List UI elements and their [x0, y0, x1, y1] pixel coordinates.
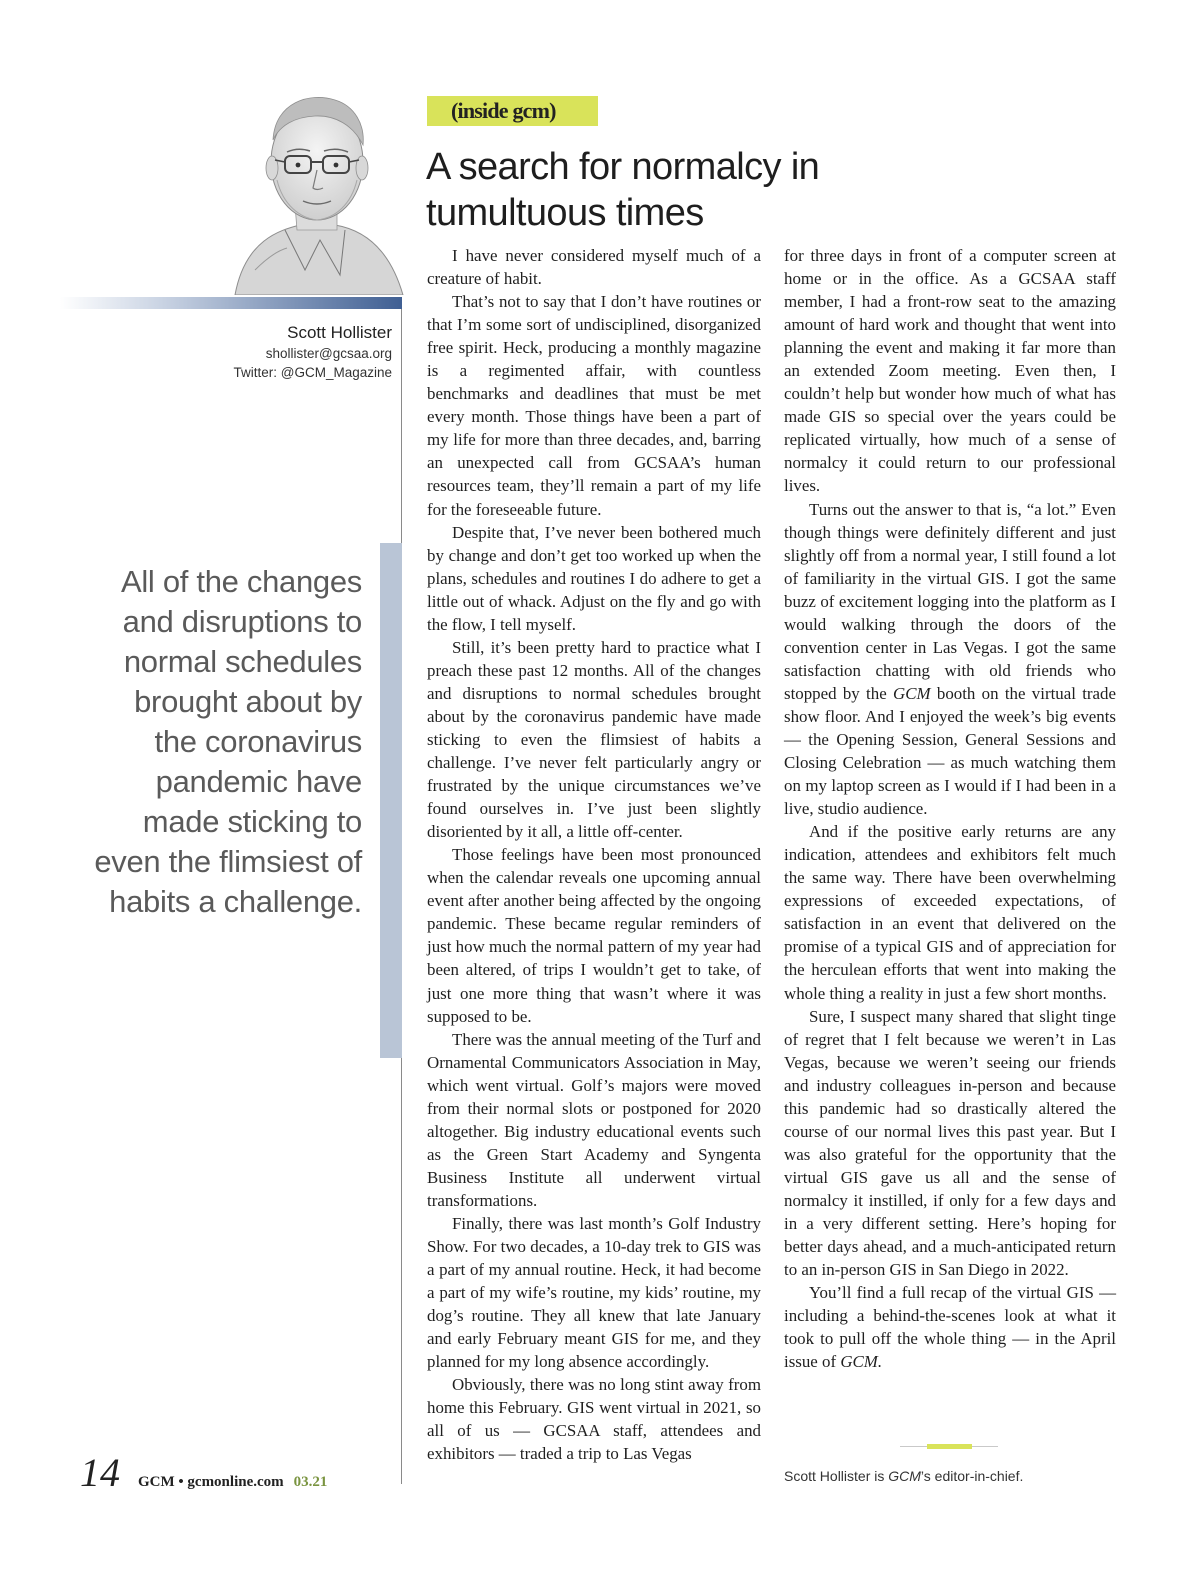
- pull-quote-bar: [380, 543, 402, 1058]
- pull-quote: All of the changes and disruptions to normal schedules brought about by the coronavirus pandemic have made sticking to even the flimsiest of habits a challenge.: [94, 564, 362, 919]
- body-paragraph: There was the annual meeting of the Turf and Ornamental Communicators Association in May, which went virtual. Golf’s majors were moved from their normal slots or postponed for 2020 altogether. Big industry educational events such as the Green Start Academy and Syngenta Business Institute all underwent virtual transformations.: [427, 1029, 761, 1210]
- end-mark: [927, 1444, 972, 1449]
- bio-magazine: GCM: [888, 1468, 921, 1484]
- body-paragraph: Those feelings have been most pronounced when the calendar reveals one upcoming annual event after another being affected by the ongoing pandemic. These became regular reminders of just how much the normal pattern of my year had been altered, of trips I wouldn’t get to take, of just one more thing that wasn’t where it was supposed to be.: [427, 845, 761, 1026]
- body-paragraph: And if the positive early returns are any indication, attendees and exhibitors felt much the same way. There have been overwhelming expressions of exceeded expectations, of satisfaction in an event that delivered on the promise of a typical GIS and of appreciation for the herculean efforts that went into making the whole thing a reality in just a few short months.: [784, 822, 1116, 1003]
- paragraph-text: booth on the virtual trade show floor. And I enjoyed the week’s big events — the Opening Session, General Sessions and Closing Celebration — as much watching them on my laptop screen as I would if I had been in a live, studio audience.: [784, 683, 1116, 819]
- body-paragraph: I have never considered myself much of a creature of habit.: [427, 246, 761, 289]
- folio-text: GCM • gcmonline.com: [138, 1474, 284, 1490]
- author-twitter[interactable]: Twitter: @GCM_Magazine: [233, 365, 392, 380]
- author-portrait-sketch: [225, 80, 405, 295]
- author-bio: [784, 1468, 1023, 1484]
- author-email[interactable]: shollister@gcsaa.org: [265, 346, 392, 361]
- bio-suffix: ’s editor-in-chief.: [920, 1468, 1024, 1484]
- magazine-name: GCM: [893, 683, 931, 703]
- body-paragraph-continuation: for three days in front of a computer screen at home or in the office. As a GCSAA staff member, I had a front-row seat to the amazing amount of hard work and thought that went into planning the event and making it far more than an extended Zoom meeting. Even then, I couldn’t help but wonder how much of what has made GIS so special over the years could be replicated virtually, how much of a sense of normalcy it could return to our professional lives.: [784, 246, 1116, 496]
- bio-prefix: Scott Hollister is: [784, 1468, 885, 1484]
- body-column-right: [784, 244, 1116, 1373]
- author-info: [234, 322, 393, 382]
- body-column-left: [427, 244, 761, 1465]
- page-folio: [80, 1449, 327, 1496]
- page-number: 14: [80, 1450, 120, 1495]
- author-rule-bar: [60, 297, 402, 309]
- body-paragraph: [784, 1281, 1116, 1373]
- paragraph-text: You’ll find a full recap of the virtual GIS — including a behind-the-scenes look at what it took to pull off the whole thing — in the April issue of: [784, 1283, 1116, 1372]
- folio-issue: 03.21: [293, 1474, 328, 1490]
- body-paragraph: Despite that, I’ve never been bothered much by change and don’t get too worked up when the plans, schedules and routines I do adhere to get a little out of whack. Adjust on the fly and go with the flow, I tell myself.: [427, 522, 761, 634]
- body-paragraph: Sure, I suspect many shared that slight tinge of regret that I felt because we weren’t in Las Vegas, because we weren’t seeing our friends and industry colleagues in-person and because this pandemic had so drastically altered the course of our normal lives this past year. But I was also grateful for the opportunity that the virtual GIS gave us all and the sense of normalcy it instilled, if only for a few days and in a very different setting. Here’s hoping for better days ahead, and a much-anticipated return to an in-person GIS in San Diego in 2022.: [784, 1006, 1116, 1280]
- headline: A search for normalcy in tumultuous times: [426, 146, 820, 234]
- magazine-name: GCM.: [840, 1352, 883, 1372]
- body-paragraph: Obviously, there was no long stint away from home this February. GIS went virtual in 2021, so all of us — GCSAA staff, attendees and exhibitors — traded a trip to Las Vegas: [427, 1375, 761, 1464]
- body-paragraph: Still, it’s been pretty hard to practice what I preach these past 12 months. All of the changes and disruptions to normal schedules brought about by the coronavirus pandemic have made sticking to even the flimsiest of habits a challenge. I’ve never felt particularly angry or frustrated by the unique circumstances we’ve found ourselves in. I’ve just been slightly disoriented by it all, a little off-center.: [427, 637, 761, 842]
- section-tag: (inside gcm): [427, 96, 598, 126]
- paragraph-text: Turns out the answer to that is, “a lot.” Even though things were definitely different and just slightly off from a normal year, I still found a lot of familiarity in the virtual GIS. I got the same buzz of excitement logging into the platform as I would walking through the doors of the convention center in Las Vegas. I got the same satisfaction chatting with old friends who stopped by the: [784, 499, 1116, 703]
- author-name: Scott Hollister: [287, 323, 392, 342]
- body-paragraph: That’s not to say that I don’t have routines or that I’m some sort of undisciplined, disorganized free spirit. Heck, producing a monthly magazine is a regimented affair, with countless benchmarks and deadlines that must be met every month. Those things have been a part of my life for more than three decades, and, barring an unexpected call from GCSAA’s human resources team, they’ll remain a part of my life for the foreseeable future.: [427, 292, 761, 519]
- body-paragraph: [784, 498, 1116, 821]
- body-paragraph: Finally, there was last month’s Golf Industry Show. For two decades, a 10-day trek to GIS was a part of my annual routine. Heck, it had become a part of my wife’s routine, my kids’ routine, my dog’s routine. They all knew that late January and early February meant GIS for me, and they planned for my long absence accordingly.: [427, 1213, 761, 1372]
